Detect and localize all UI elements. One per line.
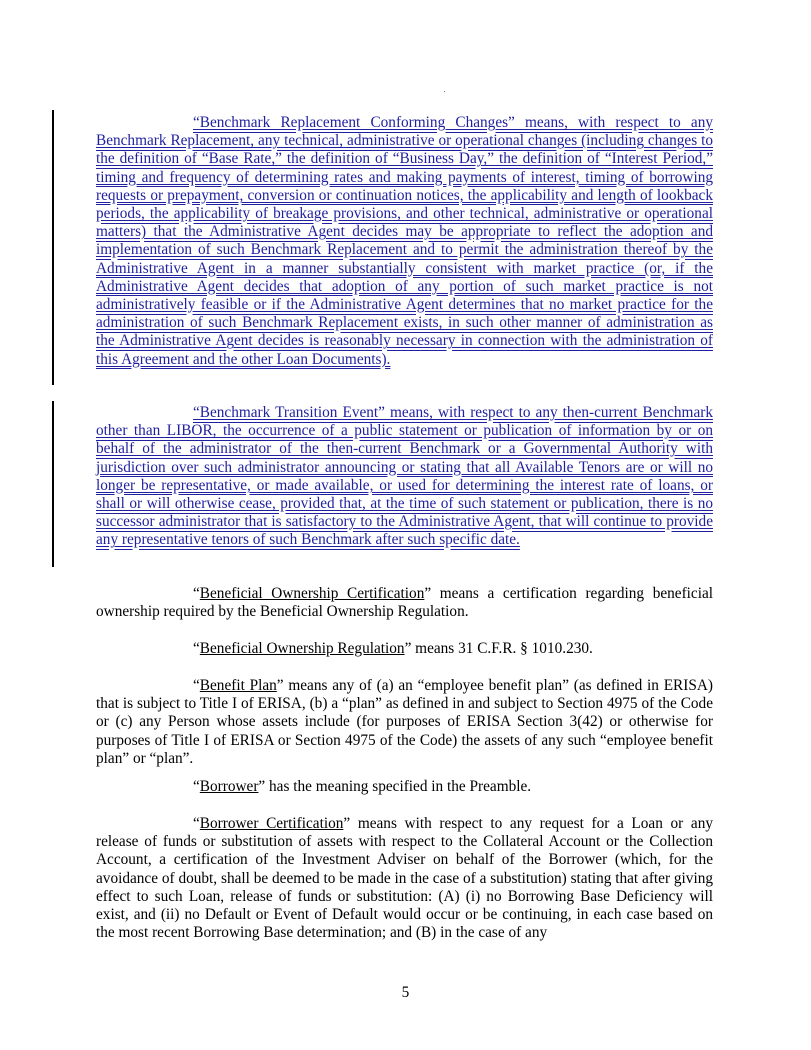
definition-text: ” means 31 C.F.R. § 1010.230. — [404, 640, 593, 657]
open-quote: “ — [193, 640, 200, 657]
open-quote: “ — [193, 815, 200, 832]
definition-text: ” has the meaning specified in the Preamble. — [258, 778, 532, 795]
definition-beneficial-ownership-certification — [96, 585, 713, 621]
definition-benchmark-transition-event — [96, 404, 713, 550]
defined-term: Benefit Plan — [199, 677, 277, 694]
open-quote: “ — [193, 585, 200, 602]
paragraph — [96, 640, 713, 658]
definition-borrower-certification — [96, 815, 713, 942]
definition-borrower — [96, 778, 713, 796]
definition-benefit-plan — [96, 677, 713, 768]
definition-beneficial-ownership-regulation — [96, 640, 713, 658]
page-number: 5 — [401, 984, 410, 1001]
paragraph — [96, 585, 713, 621]
change-bar — [52, 401, 54, 567]
definition-text: “Benchmark Replacement Conforming Changes” means, with respect to any Benchmark Replacement, any technical, administrative or operational changes (including changes to the definition of “Base Rate,” the definition of “Business Day,” the definition of “Interest Period,” timing and frequency of determining rates and making payments of interest, timing of borrowing requests or prepayment, conversion or continuation notices, the applicability and length of lookback periods, the applicability of breakage provisions, and other technical, administrative or operational matters) that the Administrative Agent decides may be appropriate to reflect the adoption and implementation of such Benchmark Replacement and to permit the administration thereof by the Administrative Agent in a manner substantially consistent with market practice (or, if the Administrative Agent decides that adoption of any portion of such market practice is not administratively feasible or if the Administrative Agent determines that no market practice for the administration of such Benchmark Replacement exists, in such other manner of administration as the Administrative Agent decides is reasonably necessary in connection with the administration of this Agreement and the other Loan Documents). — [96, 114, 713, 368]
paragraph — [96, 778, 713, 796]
open-quote: “ — [193, 677, 200, 694]
stray-mark — [444, 91, 445, 92]
paragraph — [96, 815, 713, 942]
defined-term: Beneficial Ownership Certification — [199, 585, 425, 602]
definition-text: “Benchmark Transition Event” means, with respect to any then-current Benchmark other than LIBOR, the occurrence of a public statement or publication of information by or on behalf of the administrator of the then-current Benchmark or a Governmental Authority with jurisdiction over such administrator announcing or stating that all Available Tenors are or will no longer be representative, or made available, or used for determining the interest rate of loans, or shall or will otherwise cease, provided that, at the time of such statement or publication, there is no successor administrator that is satisfactory to the Administrative Agent, that will continue to provide any representative tenors of such Benchmark after such specific date. — [96, 404, 713, 549]
open-quote: “ — [193, 778, 200, 795]
inserted-paragraph — [96, 404, 713, 550]
inserted-paragraph — [96, 114, 713, 369]
definition-benchmark-replacement-conforming-changes — [96, 114, 713, 369]
defined-term: Borrower — [199, 778, 259, 795]
defined-term: Borrower Certification — [199, 815, 344, 832]
definition-text: ” means with respect to any request for a Loan or any release of funds or substitution of assets with respect to the Collateral Account or the Collection Account, a certification of the Investment Adviser on behalf of the Borrower (which, for the avoidance of doubt, shall be deemed to be made in the case of a substitution) stating that after giving effect to such Loan, release of funds or substitution: (A) (i) no Borrowing Base Deficiency will exist, and (ii) no Default or Event of Default would occur or be continuing, in each case based on the most recent Borrowing Base determination; and (B) in the case of any — [96, 815, 713, 942]
definition-text: ” means a certification regarding beneficial ownership required by the Beneficial Ownership Regulation. — [96, 585, 713, 621]
paragraph — [96, 677, 713, 768]
definition-text: ” means any of (a) an “employee benefit plan” (as defined in ERISA) that is subject to Title I of ERISA, (b) a “plan” as defined in and subject to Section 4975 of the Code or (c) any Person whose assets include (for purposes of ERISA Section 3(42) or otherwise for purposes of Title I of ERISA or Section 4975 of the Code) the assets of any such “employee benefit plan” or “plan”. — [96, 677, 713, 767]
change-bar — [52, 110, 54, 385]
defined-term: Beneficial Ownership Regulation — [199, 640, 405, 657]
